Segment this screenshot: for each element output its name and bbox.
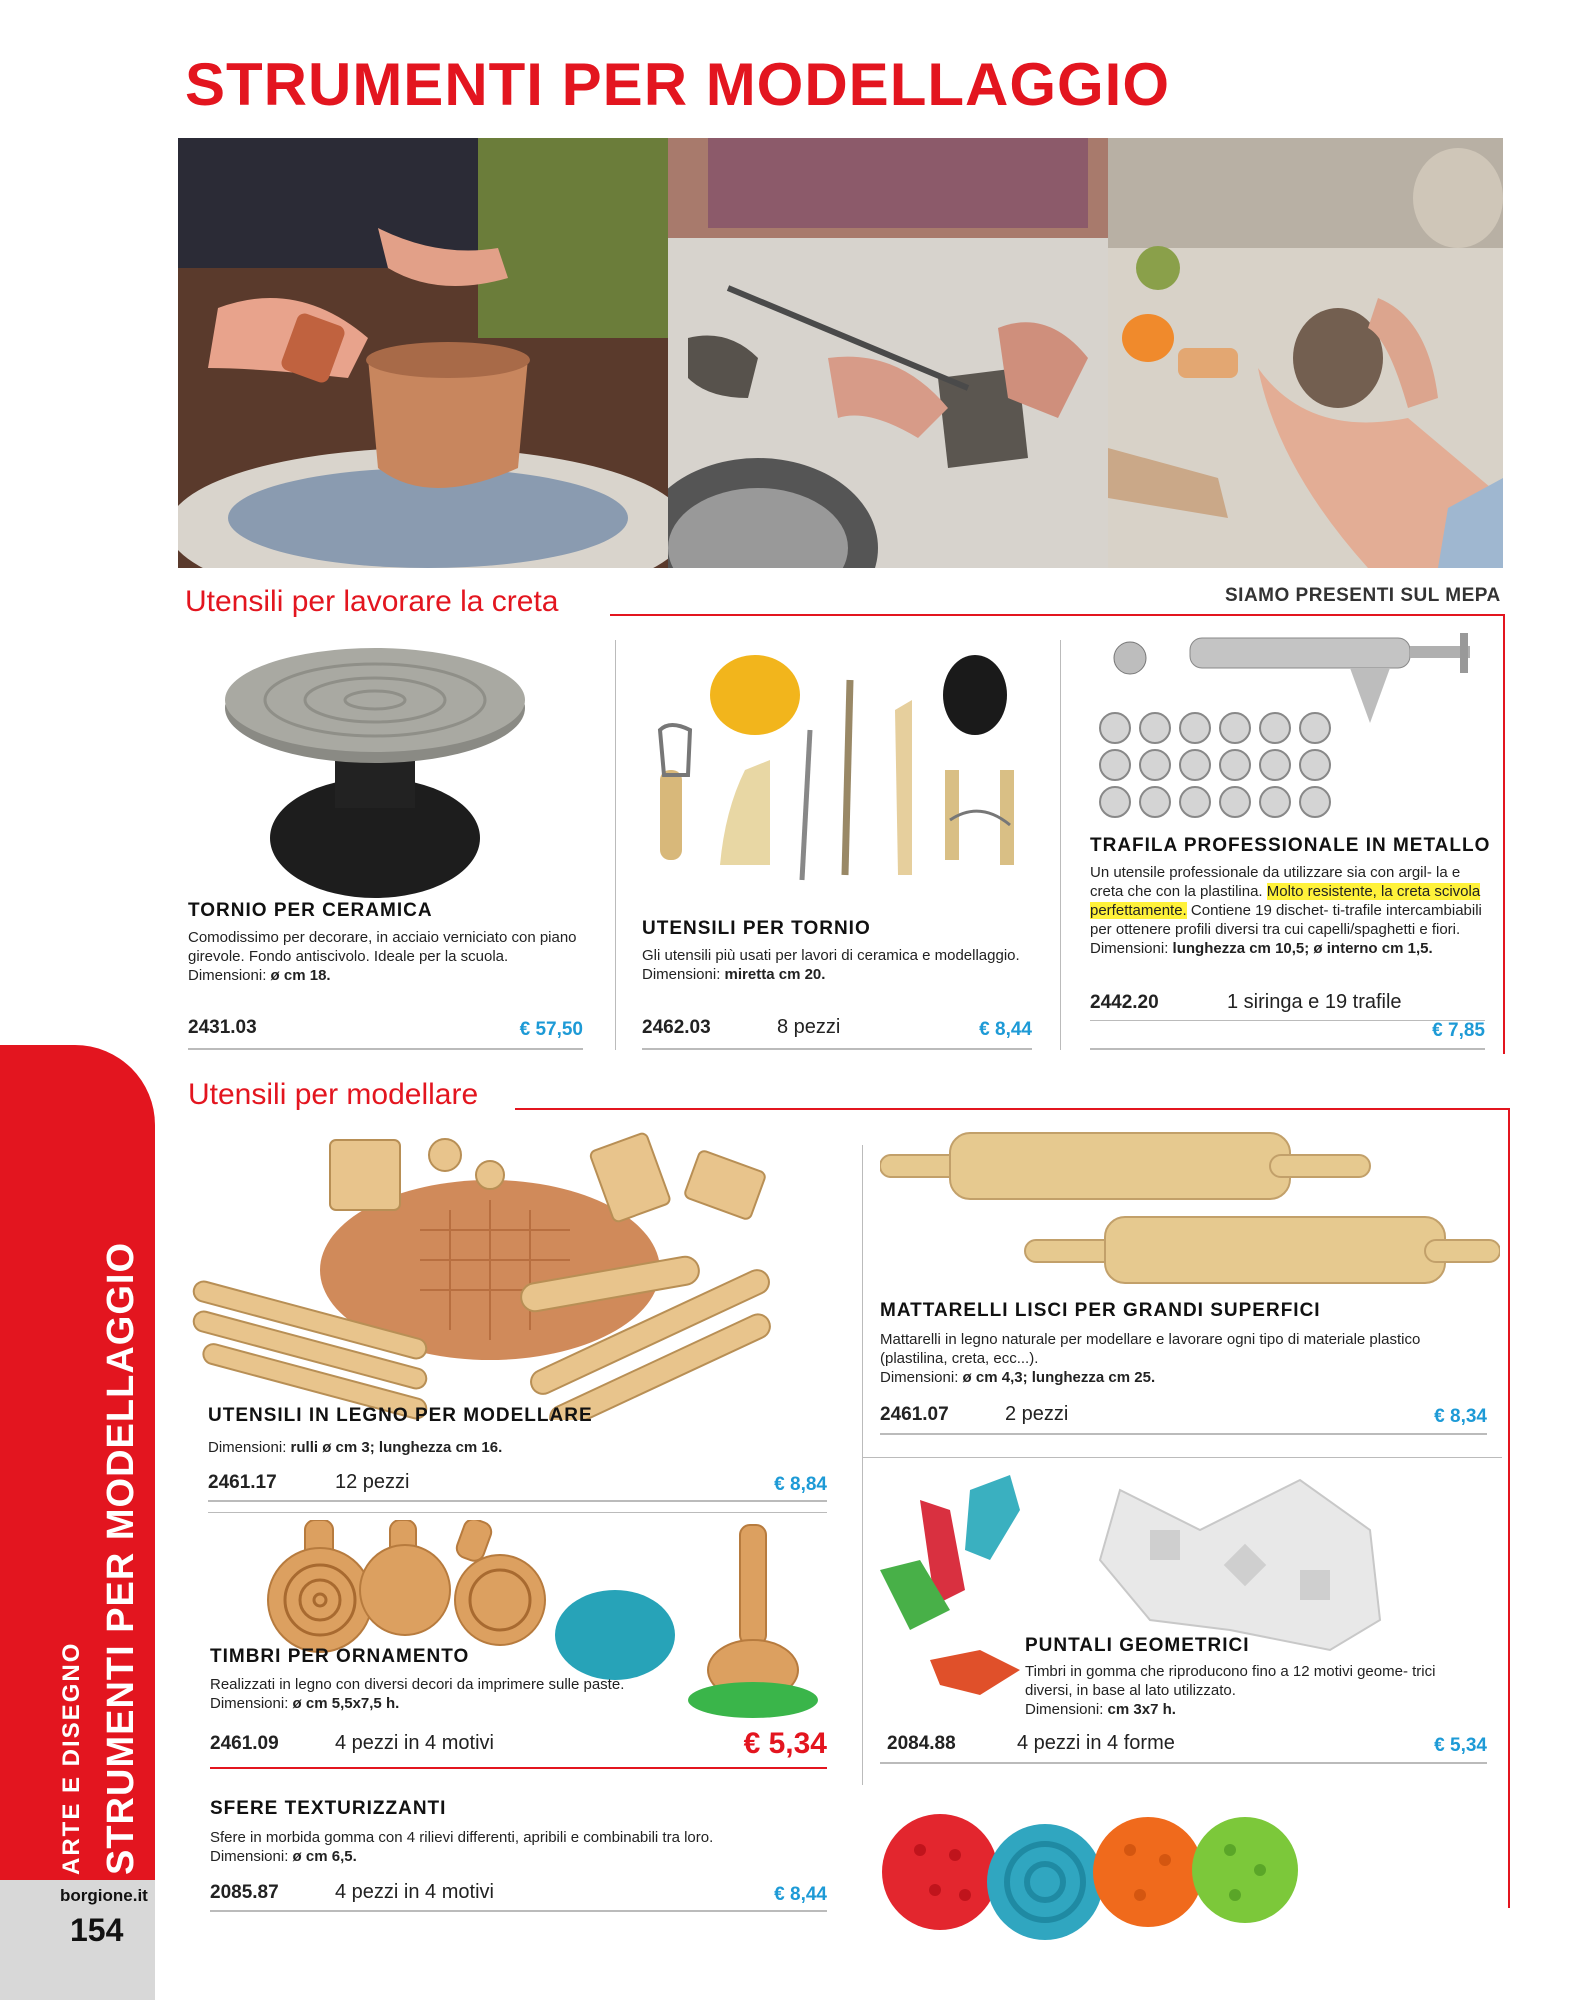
product-name: UTENSILI PER TORNIO — [642, 918, 871, 939]
product-price: € 5,34 — [1434, 1735, 1487, 1756]
price-rule — [210, 1767, 827, 1769]
product-code: 2462.03 — [642, 1017, 711, 1038]
product-image-trafila — [1090, 628, 1490, 833]
column-divider — [862, 1145, 863, 1785]
product-code: 2461.07 — [880, 1404, 949, 1425]
section-rule — [610, 614, 1505, 616]
product-price: € 5,34 — [743, 1727, 827, 1760]
price-rule — [188, 1048, 583, 1050]
product-name: TRAFILA PROFESSIONALE IN METALLO — [1090, 835, 1491, 856]
product-code: 2084.88 — [887, 1733, 956, 1754]
column-divider — [615, 640, 616, 1050]
product-description: Mattarelli in legno naturale per modellare e lavorare ogni tipo di materiale plastico (plastilina, creta, ecc...). Dimensioni: ø cm 4,3; lunghezza cm 25. — [880, 1331, 1421, 1386]
photo-clay-tools — [668, 138, 1108, 568]
product-price: € 8,44 — [774, 1884, 827, 1905]
product-code: 2085.87 — [210, 1882, 279, 1903]
photo-pottery-wheel — [178, 138, 668, 568]
product-name: PUNTALI GEOMETRICI — [1025, 1635, 1250, 1656]
product-description: Comodissimo per decorare, in acciaio verniciato con piano girevole. Fondo antiscivolo. Ideale per la scuola. Dimensioni: ø cm 18. — [188, 929, 577, 984]
section-title-creta: Utensili per lavorare la creta — [185, 585, 559, 618]
product-code: 2461.17 — [208, 1472, 277, 1493]
product-description: Gli utensili più usati per lavori di ceramica e modellaggio. Dimensioni: miretta cm 20. — [642, 947, 1020, 983]
product-code: 2442.20 — [1090, 992, 1159, 1013]
product-description: Timbri in gomma che riproducono fino a 12 motivi geome- trici diversi, in base al lato utilizzato. Dimensioni: cm 3x7 h. — [1025, 1663, 1436, 1718]
product-name: MATTARELLI LISCI PER GRANDI SUPERFICI — [880, 1300, 1321, 1321]
product-description: Realizzati in legno con diversi decori da imprimere sulle paste. Dimensioni: ø cm 5,5x7,5 h. — [210, 1676, 625, 1712]
product-image-legno — [190, 1120, 810, 1425]
product-quantity: 8 pezzi — [777, 1016, 841, 1038]
product-image-tornio — [215, 638, 535, 903]
product-name: TIMBRI PER ORNAMENTO — [210, 1646, 470, 1667]
sidebar-title: STRUMENTI PER MODELLAGGIO — [100, 1242, 142, 1875]
section-title-modellare: Utensili per modellare — [188, 1078, 479, 1111]
product-name: UTENSILI IN LEGNO PER MODELLARE — [208, 1405, 593, 1426]
product-quantity: 4 pezzi in 4 forme — [1017, 1732, 1175, 1754]
product-price: € 57,50 — [519, 1019, 583, 1040]
photo-hands-clay — [1108, 138, 1503, 568]
product-quantity: 4 pezzi in 4 motivi — [335, 1732, 494, 1754]
row-divider — [208, 1512, 827, 1513]
product-quantity: 4 pezzi in 4 motivi — [335, 1881, 494, 1903]
product-code: 2431.03 — [188, 1017, 257, 1038]
price-rule — [210, 1910, 827, 1912]
price-rule — [880, 1762, 1487, 1764]
product-description: Sfere in morbida gomma con 4 rilievi differenti, apribili e combinabili tra loro. Dimensioni: ø cm 6,5. — [210, 1829, 714, 1865]
product-price: € 8,44 — [979, 1019, 1032, 1040]
section-rule — [515, 1108, 1510, 1110]
highlight: Molto resistente, la creta scivola perfettamente. — [1090, 883, 1481, 919]
price-rule — [880, 1433, 1487, 1435]
product-image-utensili-tornio — [650, 650, 1030, 895]
product-description: Dimensioni: rulli ø cm 3; lunghezza cm 16. — [208, 1439, 503, 1456]
product-image-mattarelli — [880, 1125, 1500, 1290]
site-url: borgione.it — [60, 1886, 148, 1905]
product-price: € 7,85 — [1432, 1020, 1485, 1041]
row-divider — [862, 1457, 1502, 1458]
price-rule — [1090, 1048, 1485, 1050]
price-rule — [642, 1048, 1032, 1050]
section-rule-vertical — [1508, 1108, 1510, 1908]
product-quantity: 12 pezzi — [335, 1471, 410, 1493]
product-name: SFERE TEXTURIZZANTI — [210, 1798, 447, 1819]
product-quantity: 2 pezzi — [1005, 1403, 1069, 1425]
section-rule-vertical — [1503, 614, 1505, 1054]
product-code: 2461.09 — [210, 1733, 279, 1754]
product-image-sfere — [880, 1800, 1300, 1950]
product-description: Un utensile professionale da utilizzare sia con argil- la e creta che con la plastilina. Molto resistente, la creta scivola perfettamente. Contiene 19 dischet- ti-trafile intercambiabili per ottenere profili diversi tra cui capelli/spaghetti e fiori. Dimensioni: lunghezza cm 10,5; ø interno cm 1,5. — [1090, 864, 1482, 957]
column-divider — [1060, 640, 1061, 1050]
page-number: 154 — [70, 1912, 124, 1948]
mepa-note: SIAMO PRESENTI SUL MEPA — [1225, 585, 1501, 606]
product-quantity: 1 siringa e 19 trafile — [1227, 991, 1402, 1013]
page-title: STRUMENTI PER MODELLAGGIO — [185, 51, 1170, 118]
product-price: € 8,84 — [774, 1474, 827, 1495]
product-price: € 8,34 — [1434, 1406, 1487, 1427]
sidebar-category: ARTE E DISEGNO — [58, 1641, 85, 1875]
price-rule — [208, 1500, 827, 1502]
product-name: TORNIO PER CERAMICA — [188, 900, 433, 921]
